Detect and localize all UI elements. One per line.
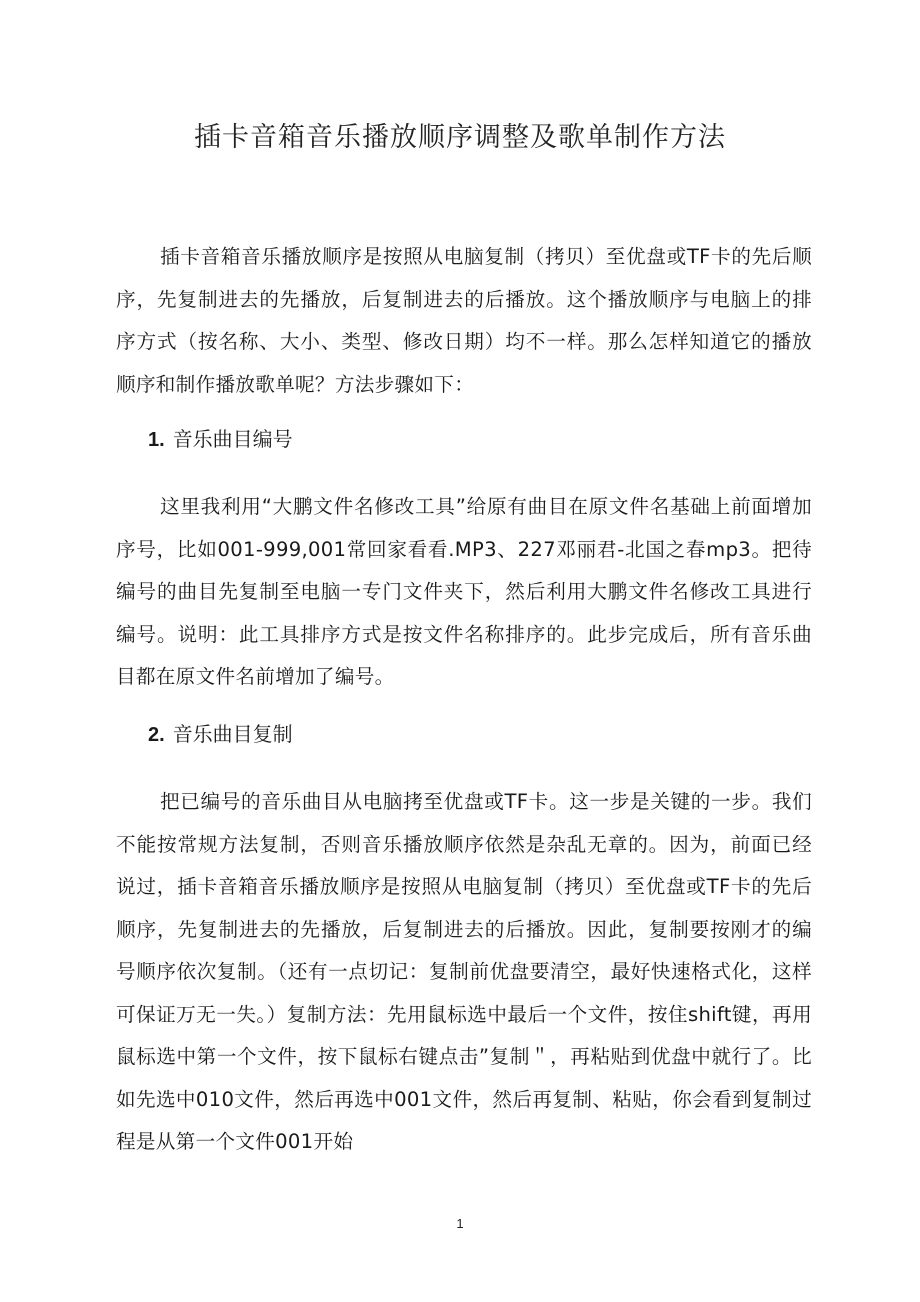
intro-paragraph: 插卡音箱音乐播放顺序是按照从电脑复制（拷贝）至优盘或TF卡的先后顺序，先复制进去的先播放，后复制进去的后播放。这个播放顺序与电脑上的排序方式（按名称、大小、类型、修改日期）均不一样。那么怎样知道它的播放顺序和制作播放歌单呢？方法步骤如下： <box>116 245 812 396</box>
section-1-block <box>116 486 812 699</box>
section-2-title: 音乐曲目复制 <box>172 722 293 746</box>
section-2-paragraph: 把已编号的音乐曲目从电脑拷至优盘或TF卡。这一步是关键的一步。我们不能按常规方法复制，否则音乐播放顺序依然是杂乱无章的。因为，前面已经说过，插卡音箱音乐播放顺序是按照从电脑复制（拷贝）至优盘或TF卡的先后顺序，先复制进去的先播放，后复制进去的后播放。因此，复制要按刚才的编号顺序依次复制。（还有一点切记：复制前优盘要清空，最好快速格式化，这样可保证万无一失。）复制方法：先用鼠标选中最后一个文件，按住shift键，再用鼠标选中第一个文件，按下鼠标右键点击”复制＂，再粘贴到优盘中就行了。比如先选中010文件，然后再选中001文件，然后再复制、粘贴，你会看到复制过程是从第一个文件001开始 <box>116 790 812 1153</box>
section-1-title: 音乐曲目编号 <box>172 427 293 451</box>
section-1-paragraph: 这里我利用“大鹏文件名修改工具”给原有曲目在原文件名基础上前面增加序号，比如001-999,001常回家看看.MP3、227邓丽君-北国之春mp3。把待编号的曲目先复制至电脑一专门文件夹下，然后利用大鹏文件名修改工具进行编号。说明：此工具排序方式是按文件名称排序的。此步完成后，所有音乐曲目都在原文件名前增加了编号。 <box>116 495 812 688</box>
section-1-heading <box>148 424 293 455</box>
document-title: 插卡音箱音乐播放顺序调整及歌单制作方法 <box>194 122 726 153</box>
intro-block <box>116 236 812 406</box>
page-number: 1 <box>456 1216 464 1231</box>
section-1-number: 1. <box>148 429 165 451</box>
section-2-number: 2. <box>148 724 165 746</box>
section-2-block <box>116 781 812 1164</box>
section-2-heading <box>148 719 293 750</box>
